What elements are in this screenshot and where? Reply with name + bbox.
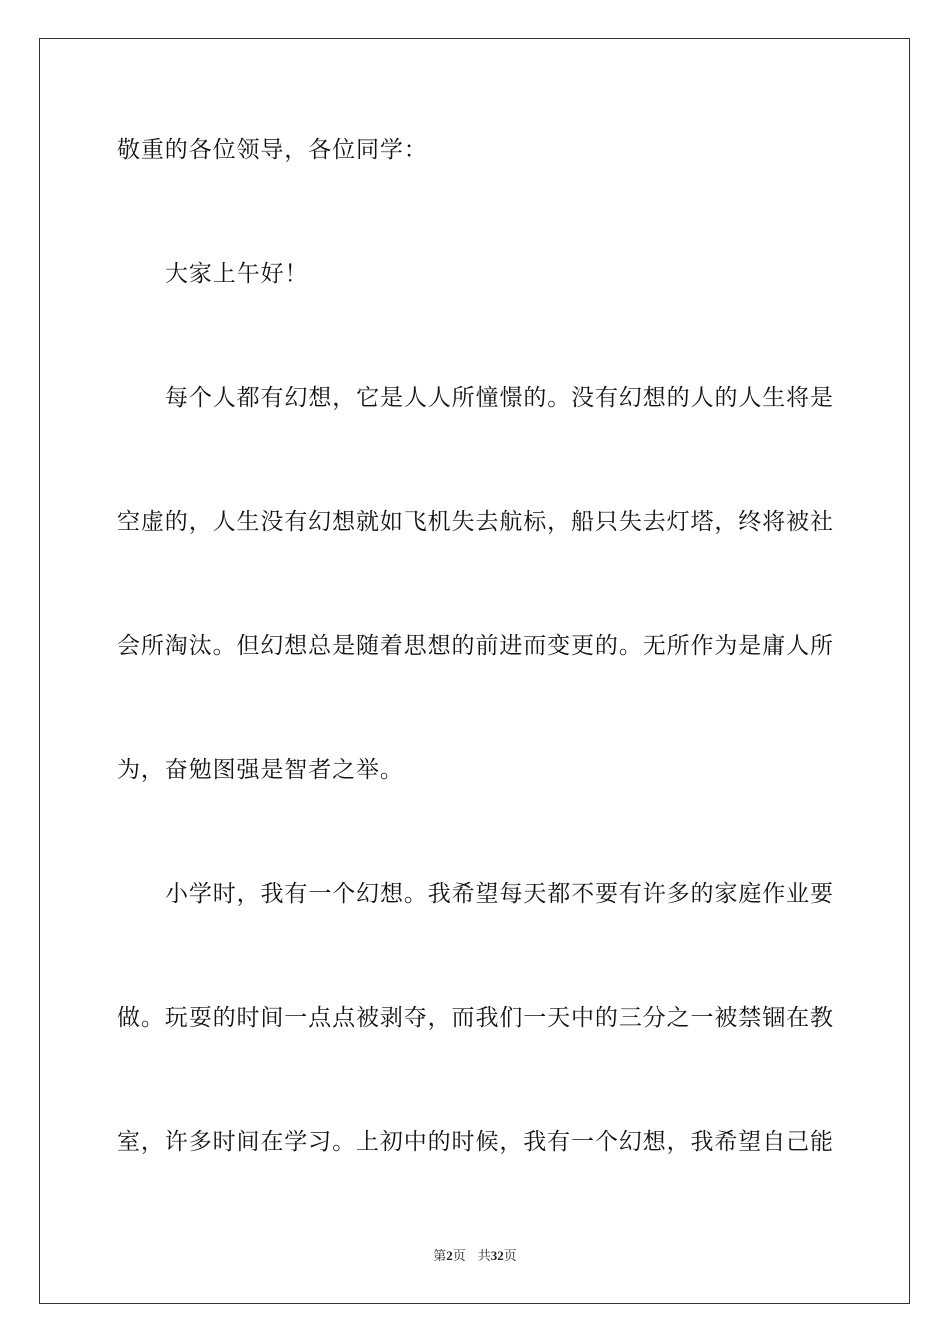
page-total: 32 xyxy=(490,1248,504,1263)
total-prefix: 共 xyxy=(477,1248,491,1263)
page-frame xyxy=(39,38,910,1304)
page-footer xyxy=(0,1247,950,1265)
salutation-line: 敬重的各位领导，各位同学： xyxy=(117,137,428,163)
total-suffix: 页 xyxy=(503,1248,517,1263)
paragraph-line: 为，奋勉图强是智者之举。 xyxy=(117,757,404,783)
paragraph-line: 做。玩耍的时间一点点被剥夺，而我们一天中的三分之一被禁锢在教 xyxy=(117,1005,833,1031)
page-current: 2 xyxy=(446,1248,453,1263)
page-suffix: 页 xyxy=(452,1248,466,1263)
paragraph-line: 每个人都有幻想，它是人人所憧憬的。没有幻想的人的人生将是 xyxy=(165,385,833,411)
paragraph-line: 小学时，我有一个幻想。我希望每天都不要有许多的家庭作业要 xyxy=(165,881,833,907)
page-prefix: 第 xyxy=(433,1248,447,1263)
paragraph-line: 室，许多时间在学习。上初中的时候，我有一个幻想，我希望自己能 xyxy=(117,1129,833,1155)
greeting-line: 大家上午好！ xyxy=(165,261,309,287)
paragraph-line: 会所淘汰。但幻想总是随着思想的前进而变更的。无所作为是庸人所 xyxy=(117,633,833,659)
paragraph-line: 空虚的，人生没有幻想就如飞机失去航标，船只失去灯塔，终将被社 xyxy=(117,509,833,535)
